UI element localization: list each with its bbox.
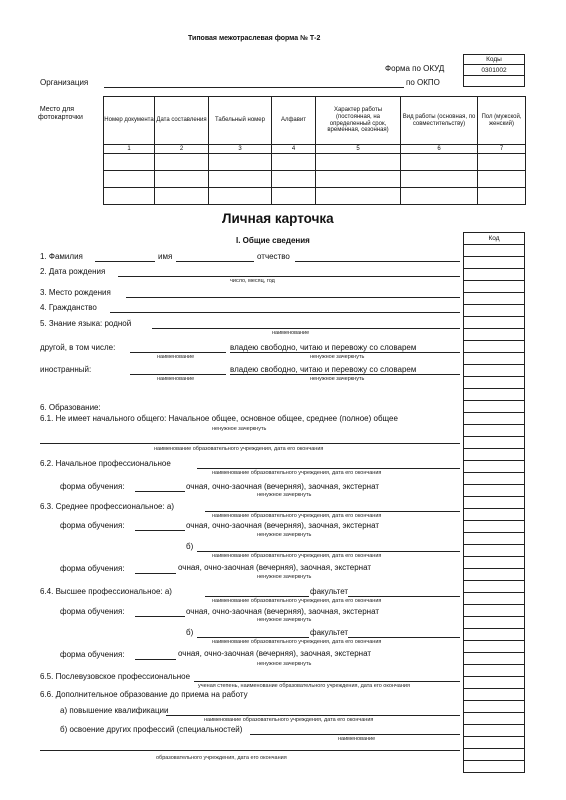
kod-cell[interactable] [464,341,525,353]
edu-6-3b-form-label: форма обучения: [60,564,125,573]
edu-6-1-caption: ненужное зачеркнуть [212,426,267,432]
birthdate-field[interactable] [118,276,460,277]
citizenship-label: 4. Гражданство [40,303,97,312]
codes-table [463,54,525,87]
kod-cell[interactable] [464,629,525,641]
kod-cell[interactable] [464,317,525,329]
patronymic-field[interactable] [295,261,460,262]
edu-6-6b-caption: наименование [338,736,376,742]
surname-field[interactable] [95,261,155,262]
kod-cell[interactable] [464,269,525,281]
kod-cell[interactable] [464,725,525,737]
kod-cell[interactable] [464,293,525,305]
table-cell[interactable] [478,188,526,205]
other-language-caption: наименование [157,354,195,360]
kod-cell[interactable] [464,713,525,725]
kod-cell[interactable] [464,665,525,677]
edu-6-6b-field-2[interactable] [40,750,460,751]
kod-cell[interactable] [464,257,525,269]
edu-6-3a-caption: наименование образовательного учреждения, дата его окончания [212,513,382,519]
edu-6-6b-caption-2: образовательного учреждения, дата его окончания [156,755,287,761]
kod-cell[interactable] [464,509,525,521]
col-num-6: 6 [401,145,478,154]
edu-6-3b-caption: наименование образовательного учреждения, дата его окончания [212,553,382,559]
okpo-code-cell[interactable] [464,76,525,87]
edu-6-2-forms[interactable]: очная, очно-заочная (вечерняя), заочная, экстернат [186,482,380,491]
th-alphabet: Алфавит [272,97,316,145]
kod-cell[interactable] [464,305,525,317]
name-field[interactable] [176,261,254,262]
edu-6-3a-forms[interactable]: очная, очно-заочная (вечерняя), заочная, экстернат [186,521,380,530]
birthdate-label: 2. Дата рождения [40,267,106,276]
table-cell[interactable] [316,171,401,188]
edu-6-6a-label: а) повышение квалификации [60,706,169,715]
edu-6-2-forms-caption: ненужное зачеркнуть [257,492,312,498]
table-cell[interactable] [155,188,209,205]
col-num-5: 5 [316,145,401,154]
kod-cell[interactable] [464,641,525,653]
edu-6-3a-field[interactable] [205,511,460,512]
edu-6-4a-field[interactable] [205,596,309,597]
th-work-type: Вид работы (основная, по совместительству) [401,97,478,145]
table-cell[interactable] [209,154,272,171]
kod-cell[interactable] [464,617,525,629]
edu-6-4a-faculty-label: факультет [310,587,349,596]
kod-cell[interactable] [464,569,525,581]
edu-6-4a-faculty-field[interactable] [348,596,460,597]
table-cell[interactable] [401,154,478,171]
edu-6-3b-forms[interactable]: очная, очно-заочная (вечерняя), заочная, экстернат [178,563,372,572]
edu-6-4b-label: б) [186,628,194,637]
kod-cell[interactable] [464,653,525,665]
kod-table [463,232,525,773]
kod-cell[interactable] [464,365,525,377]
edu-6-4b-faculty-field[interactable] [348,637,460,638]
other-language-label: другой, в том числе: [40,343,116,352]
education-title: 6. Образование: [40,403,101,412]
citizenship-field[interactable] [110,312,460,313]
table-cell[interactable] [272,171,316,188]
kod-cell[interactable] [464,449,525,461]
table-cell[interactable] [478,154,526,171]
edu-6-5-field[interactable] [194,681,460,682]
table-cell[interactable] [401,171,478,188]
edu-6-4b-field[interactable] [197,637,309,638]
edu-6-2-form-label: форма обучения: [60,482,125,491]
edu-6-4b-forms-caption: ненужное зачеркнуть [257,661,312,667]
kod-header: Код [464,233,525,245]
table-cell[interactable] [209,188,272,205]
edu-6-6-label: 6.6. Дополнительное образование до приема на работу [40,690,248,699]
edu-6-3b-forms-caption: ненужное зачеркнуть [257,574,312,580]
card-title: Личная карточка [222,211,334,226]
section-title: I. Общие сведения [236,236,310,245]
edu-6-3a-forms-caption: ненужное зачеркнуть [257,532,312,538]
foreign-language-field[interactable] [130,374,226,375]
patronymic-label: отчество [257,252,290,261]
edu-6-2-caption: наименование образовательного учреждения, дата его окончания [212,470,382,476]
th-tab-number: Табельный номер [209,97,272,145]
kod-cell[interactable] [464,533,525,545]
language-label: 5. Знание языка: родной [40,319,132,328]
birthplace-field[interactable] [126,297,460,298]
kod-cell[interactable] [464,245,525,257]
edu-6-3a-form-line [135,530,185,531]
edu-6-4a-form-line [135,616,185,617]
kod-cell[interactable] [464,677,525,689]
kod-cell[interactable] [464,437,525,449]
birthplace-label: 3. Место рождения [40,288,111,297]
okpo-label: по ОКПО [406,78,440,87]
edu-6-6b-field[interactable] [250,734,460,735]
edu-6-3b-label: б) [186,542,194,551]
edu-6-1[interactable]: 6.1. Не имеет начального общего: Начальное общее, основное общее, среднее (полное) общее [40,414,398,423]
okud-code: 0301002 [464,65,525,76]
edu-6-6a-caption: наименование образовательного учреждения, дата его окончания [204,717,374,723]
table-cell[interactable] [209,171,272,188]
photo-label: Место для фотокарточки [38,106,83,122]
kod-cell[interactable] [464,353,525,365]
foreign-language-level-line [230,374,460,375]
foreign-language-label: иностранный: [40,365,92,374]
edu-6-4b-caption: наименование образовательного учреждения, дата его окончания [212,639,382,645]
edu-6-4b-form-line [135,659,176,660]
edu-6-3a-form-label: форма обучения: [60,521,125,530]
edu-6-4a-forms-caption: ненужное зачеркнуть [257,617,312,623]
org-field[interactable] [104,87,404,88]
kod-cell[interactable] [464,605,525,617]
surname-label: 1. Фамилия [40,252,83,261]
kod-cell[interactable] [464,557,525,569]
okud-label: Форма по ОКУД [385,64,445,73]
kod-cell[interactable] [464,689,525,701]
th-doc-number: Номер документа [104,97,155,145]
th-work-character: Характер работы (постоянная, на определенный срок, временная, сезонная) [316,97,401,145]
native-language-caption: наименование [272,330,310,336]
kod-cell[interactable] [464,329,525,341]
table-cell[interactable] [478,171,526,188]
table-cell[interactable] [155,171,209,188]
header-table [103,96,526,205]
th-gender: Пол (мужской, женский) [478,97,526,145]
codes-header: Коды [464,55,525,65]
other-language-level-line [230,352,460,353]
edu-6-6b-label: б) освоение других профессий (специальностей) [60,725,243,734]
kod-cell[interactable] [464,473,525,485]
edu-6-3b-form-line [135,573,176,574]
kod-cell[interactable] [464,281,525,293]
table-cell[interactable] [272,188,316,205]
kod-cell[interactable] [464,377,525,389]
foreign-language-level-caption: ненужное зачеркнуть [310,376,365,382]
edu-6-3-label: 6.3. Среднее профессиональное: а) [40,502,175,511]
edu-6-4b-faculty-label: факультет [310,628,349,637]
table-cell[interactable] [316,154,401,171]
kod-cell[interactable] [464,497,525,509]
edu-6-4-label: 6.4. Высшее профессиональное: а) [40,587,172,596]
edu-6-1-inst-caption: наименование образовательного учреждения, дата его окончания [154,446,324,452]
table-cell[interactable] [155,154,209,171]
form-title: Типовая межотраслевая форма № Т-2 [188,35,321,42]
table-cell[interactable] [104,188,155,205]
kod-cell[interactable] [464,581,525,593]
foreign-language-caption: наименование [157,376,195,382]
kod-cell[interactable] [464,461,525,473]
kod-cell[interactable] [464,413,525,425]
kod-cell[interactable] [464,701,525,713]
edu-6-1-field[interactable] [40,443,460,444]
name-label: имя [158,252,173,261]
edu-6-6a-field[interactable] [166,715,460,716]
kod-cell[interactable] [464,737,525,749]
kod-cell[interactable] [464,545,525,557]
edu-6-4a-form-label: форма обучения: [60,607,125,616]
other-language-level[interactable]: владею свободно, читаю и перевожу со словарем [230,343,417,352]
kod-cell[interactable] [464,425,525,437]
edu-6-3b-field[interactable] [197,551,460,552]
kod-cell[interactable] [464,749,525,761]
foreign-language-level[interactable]: владею свободно, читаю и перевожу со словарем [230,365,417,374]
col-num-3: 3 [209,145,272,154]
table-cell[interactable] [104,171,155,188]
edu-6-2-field[interactable] [197,468,460,469]
kod-cell[interactable] [464,389,525,401]
birthdate-caption: число, месяц, год [230,278,275,284]
edu-6-4a-caption: наименование образовательного учреждения, дата его окончания [212,598,382,604]
kod-cell[interactable] [464,761,525,773]
kod-cell[interactable] [464,521,525,533]
col-num-1: 1 [104,145,155,154]
col-num-7: 7 [478,145,526,154]
table-cell[interactable] [401,188,478,205]
edu-6-5-caption: ученая степень, наименование образовательного учреждения, дата его окончания [198,683,410,689]
other-language-field[interactable] [130,352,226,353]
other-language-level-caption: ненужное зачеркнуть [310,354,365,360]
kod-cell[interactable] [464,485,525,497]
org-label: Организация [40,78,89,87]
kod-cell[interactable] [464,401,525,413]
edu-6-5-label: 6.5. Послевузовское профессиональное [40,672,191,681]
kod-cell[interactable] [464,593,525,605]
table-cell[interactable] [316,188,401,205]
table-cell[interactable] [104,154,155,171]
col-num-4: 4 [272,145,316,154]
th-date: Дата составления [155,97,209,145]
table-cell[interactable] [272,154,316,171]
native-language-field[interactable] [152,328,460,329]
edu-6-2-label: 6.2. Начальное профессиональное [40,459,171,468]
edu-6-2-form-line [135,491,185,492]
col-num-2: 2 [155,145,209,154]
edu-6-4b-forms[interactable]: очная, очно-заочная (вечерняя), заочная, экстернат [178,649,372,658]
edu-6-4a-forms[interactable]: очная, очно-заочная (вечерняя), заочная, экстернат [186,607,380,616]
edu-6-4b-form-label: форма обучения: [60,650,125,659]
